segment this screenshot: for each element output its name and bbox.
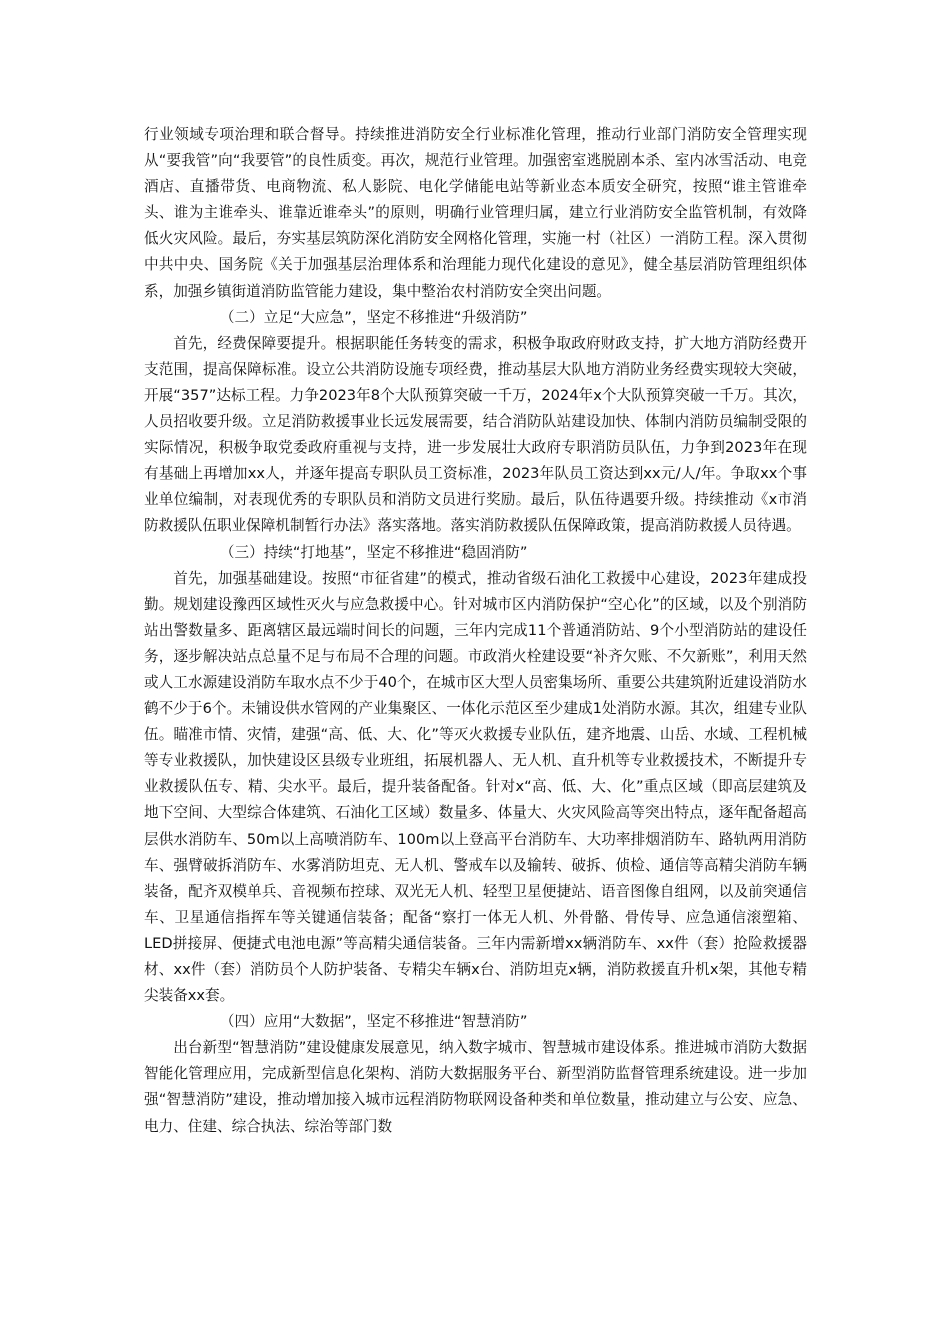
section-heading-3: （三）持续“打地基”，坚定不移推进“稳固消防” — [219, 543, 528, 561]
paragraph-continuation: 行业领域专项治理和联合督导。持续推进消防安全行业标准化管理，推动行业部门消防安全管理实现从“要我管”向“我要管”的良性质变。再次，规范行业管理。加强密室逃脱剧本杀、室内冰雪活动、电竞酒店、直播带货、电商物流、私人影院、电化学储能电站等新业态本质安全研究，按照“谁主管谁牵头、谁为主谁牵头、谁靠近谁牵头”的原则，明确行业管理归属，建立行业消防安全监管机制，有效降低火灾风险。最后，夯实基层筑防深化消防安全网格化管理，实施一村（社区）一消防工程。深入贯彻中共中央、国务院《关于加强基层治理体系和治理能力现代化建设的意见》，健全基层消防管理组织体系，加强乡镇街道消防监管能力建设，集中整治农村消防安全突出问题。 — [144, 126, 807, 300]
paragraph-upgrade-fire: 首先，经费保障要提升。根据职能任务转变的需求，积极争取政府财政支持，扩大地方消防经费开支范围，提高保障标准。设立公共消防设施专项经费，推动基层大队地方消防业务经费实现较大突破，开展“357”达标工程。力争2023年8个大队预算突破一千万，2024年x个大队预算突破一千万。其次，人员招收要升级。立足消防救援事业长远发展需要，结合消防队站建设加快、体制内消防员编制受限的实际情况，积极争取党委政府重视与支持，进一步发展壮大政府专职消防员队伍，力争到2023年在现有基础上再增加xx人，并逐年提高专职队员工资标准，2023年队员工资达到xx元/人/年。争取xx个事业单位编制，对表现优秀的专职队员和消防文员进行奖励。最后，队伍待遇要升级。持续推动《x市消防救援队伍职业保障机制暂行办法》落实落地。落实消防救援队伍保障政策，提高消防救援人员待遇。 — [144, 334, 807, 535]
section-heading-2: （二）立足“大应急”，坚定不移推进“升级消防” — [219, 308, 528, 326]
paragraph-stable-fire: 首先，加强基础建设。按照“市征省建”的模式，推动省级石油化工救援中心建设，2023年建成投勤。规划建设豫西区域性灭火与应急救援中心。针对城市区内消防保护“空心化”的区域，以及个别消防站出警数量多、距离辖区最远端时间长的问题，三年内完成11个普通消防站、9个小型消防站的建设任务，逐步解决站点总量不足与布局不合理的问题。市政消火栓建设要“补齐欠账、不欠新账”，利用天然或人工水源建设消防车取水点不少于40个，在城市区大型人员密集场所、重要公共建筑附近建设消防水鹤不少于6个。未铺设供水管网的产业集聚区、一体化示范区至少建成1处消防水源。其次，组建专业队伍。瞄准市情、灾情，建强“高、低、大、化”等灭火救援专业队伍，建齐地震、山岳、水域、工程机械等专业救援队，加快建设区县级专业班组，拓展机器人、无人机、直升机等专业救援技术，不断提升专业救援队伍专、精、尖水平。最后，提升装备配备。针对x“高、低、大、化”重点区域（即高层建筑及地下空间、大型综合体建筑、石油化工区域）数量多、体量大、火灾风险高等突出特点，逐年配备超高层供水消防车、50m以上高喷消防车、100m以上登高平台消防车、大功率排烟消防车、路轨两用消防车、强臂破拆消防车、水雾消防坦克、无人机、警戒车以及输转、破拆、侦检、通信等高精尖消防车辆装备，配齐双模单兵、音视频布控球、双光无人机、轻型卫星便捷站、语音图像自组网，以及前突通信车、卫星通信指挥车等关键通信装备；配备“察打一体无人机、外骨骼、骨传导、应急通信滚塑箱、LED拼接屏、便捷式电池电源”等高精尖通信装备。三年内需新增xx辆消防车、xx件（套）抢险救援器材、xx件（套）消防员个人防护装备、专精尖车辆x台、消防坦克x辆，消防救援直升机x架，其他专精尖装备xx套。 — [144, 569, 807, 1005]
document-body — [144, 122, 807, 1140]
paragraph-smart-fire: 出台新型“智慧消防”建设健康发展意见，纳入数字城市、智慧城市建设体系。推进城市消防大数据智能化管理应用，完成新型信息化架构、消防大数据服务平台、新型消防监督管理系统建设。进一步加强“智慧消防”建设，推动增加接入城市远程消防物联网设备种类和单位数量，推动建立与公安、应急、电力、住建、综合执法、综治等部门数 — [144, 1039, 807, 1135]
section-heading-4: （四）应用“大数据”，坚定不移推进“智慧消防” — [219, 1013, 528, 1031]
